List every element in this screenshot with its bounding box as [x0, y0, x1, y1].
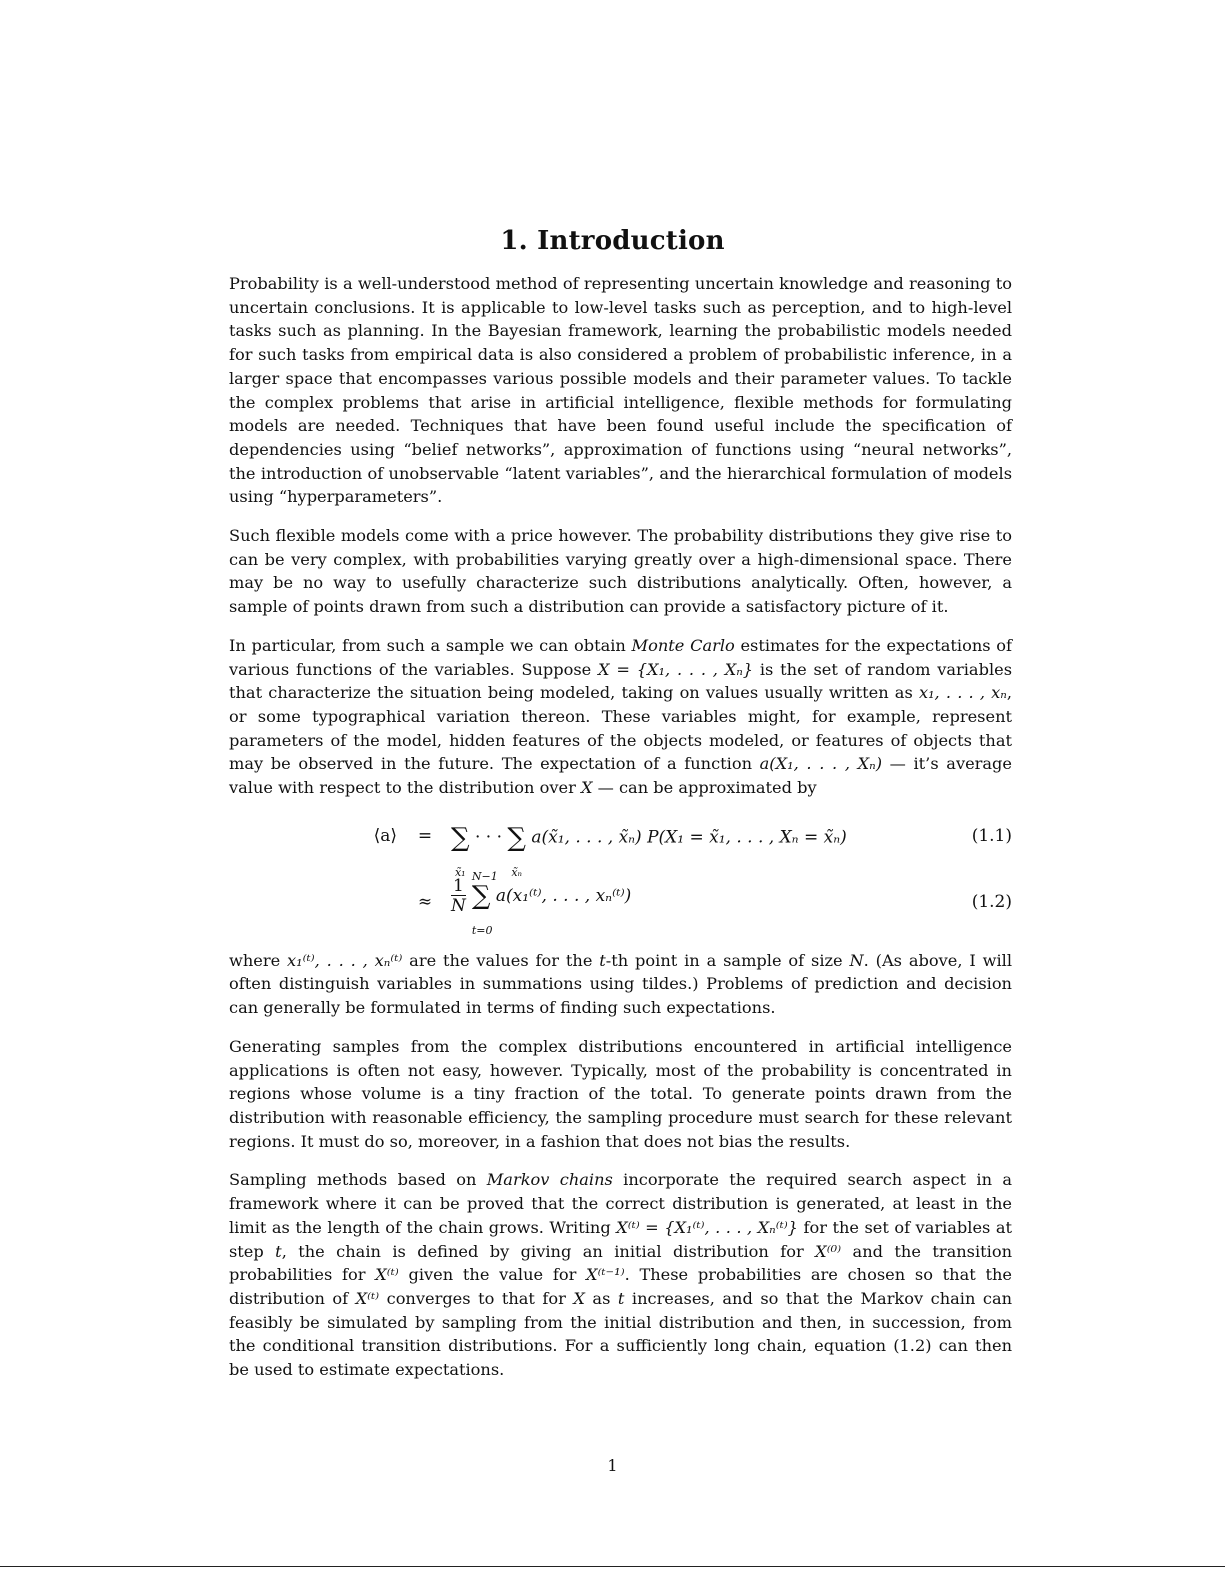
paragraph-2: Such flexible models come with a price however. The probability distributions they give rise to can be very complex, with probabilities varying greatly over a high-dimensional space. There may be no way to usefully characterize such distributions analytically. Often, however, a sample of points drawn from such a distribution can provide a satisfactory picture of it.	[229, 526, 1012, 617]
text-run: — can be approximated by	[592, 778, 817, 798]
text-run: incorporate the required search aspect in a framework where it can be proved that the correct distribution is generated, at least in the limit as the length of the chain grows. Writing	[229, 1170, 1012, 1237]
eq-lhs: ⟨a⟩	[373, 825, 397, 846]
text-run: are the values for the	[402, 950, 600, 970]
sum-upper-limit: N−1	[471, 870, 498, 884]
emphasis-markov-chains: Markov chains	[486, 1170, 613, 1190]
inline-math: x₁, . . . , xₙ	[918, 683, 1007, 703]
fraction-numerator: 1	[451, 877, 466, 896]
text-run: . (As above, I will often distinguish variables in summations using tildes.) Problems of prediction and decision can generally be formulated in terms of finding such expectations.	[229, 950, 1012, 1018]
text-run: where	[229, 950, 288, 970]
inline-math: x₁⁽ᵗ⁾, . . . , xₙ⁽ᵗ⁾	[287, 950, 403, 970]
text-run: estimates for the expectations of various functions of the variables. Suppose	[229, 635, 1012, 679]
page-number: 1	[607, 1456, 618, 1475]
inline-math: X⁽ᵗ⁾	[355, 1288, 380, 1308]
inline-math: X⁽ᵗ⁻¹⁾	[586, 1265, 625, 1285]
inline-math: N	[849, 950, 864, 970]
text-run: Sampling methods based on	[229, 1170, 487, 1190]
text-run: and the transition probabilities for	[229, 1241, 1012, 1285]
section-number: 1.	[500, 226, 528, 256]
sum-operator	[507, 822, 526, 879]
sum-subscript: x̃ₙ	[511, 865, 523, 879]
eq-equals: =	[417, 825, 433, 846]
text-run: -th point in a sample of size	[605, 950, 850, 970]
section-heading	[0, 226, 1225, 256]
text-run: , the chain is defined by giving an initial distribution for	[281, 1241, 816, 1261]
inline-math: X	[580, 778, 593, 798]
text-run: In particular, from such a sample we can obtain	[229, 635, 632, 655]
eq-approx: ≈	[417, 891, 433, 912]
equation-number: (1.1)	[971, 825, 1012, 846]
paragraph-1: Probability is a well-understood method of representing uncertain knowledge and reasoning to uncertain conclusions. It is applicable to low-level tasks such as perception, and to high-level tasks such as planning. In the Bayesian framework, learning the probabilistic models needed for such tasks from empirical data is also considered a problem of probabilistic inference, in a larger space that encompasses various possible models and their parameter values. To tackle the complex problems that arise in artificial intelligence, flexible methods for formulating models are needed. Techniques that have been found useful include the specification of dependencies using “belief networks”, approximation of functions using “neural networks”, the introduction of unobservable “latent variables”, and the hierarchical formulation of models using “hyperparameters”.	[229, 274, 1012, 507]
inline-math: X	[573, 1288, 585, 1308]
inline-math: X⁽ᵗ⁾ = {X₁⁽ᵗ⁾, . . . , Xₙ⁽ᵗ⁾}	[616, 1217, 798, 1237]
sum-symbol: ∑	[451, 822, 470, 853]
eq-dots: · · ·	[474, 827, 502, 848]
paragraph-4	[229, 949, 1012, 1020]
sum-symbol: ∑	[471, 881, 491, 912]
inline-math: t	[275, 1241, 282, 1261]
fraction	[451, 877, 466, 916]
text-run: . These probabilities are chosen so that the distribution of	[229, 1265, 1012, 1308]
eq-body: a(x₁⁽ᵗ⁾, . . . , xₙ⁽ᵗ⁾)	[495, 885, 632, 906]
eq-body: a(x̃₁, . . . , x̃ₙ) P(X₁ = x̃₁, . . . , Xₙ = x̃ₙ)	[531, 827, 847, 848]
sum-symbol: ∑	[507, 822, 526, 853]
paragraph-6	[229, 1168, 1012, 1381]
scan-bottom-edge	[0, 1566, 1225, 1567]
body-text	[229, 272, 1012, 1382]
sum-operator	[471, 870, 498, 938]
text-run: increases, and so that the Markov chain can feasibly be simulated by sampling from the initial distribution and then, in succession, from the conditional transition distributions. For a sufficiently long chain, equation (1.2) can then be used to estimate expectations.	[229, 1288, 1013, 1380]
text-run: is the set of random variables that characterize the situation being modeled, taking on values usually written as	[229, 659, 1013, 703]
fraction-denominator: N	[451, 895, 466, 916]
sum-operator	[451, 822, 470, 879]
text-run: as	[584, 1288, 618, 1308]
equation-block	[229, 815, 1012, 938]
inline-math: t	[617, 1288, 625, 1308]
paragraph-3	[229, 634, 1012, 800]
inline-math: X⁽ᵗ⁾	[375, 1265, 399, 1285]
inline-math: a(X₁, . . . , Xₙ)	[759, 754, 883, 774]
text-run: — it’s average value with respect to the distribution over	[229, 754, 1012, 798]
equation-number: (1.2)	[971, 891, 1012, 912]
sum-lower-limit: t=0	[471, 924, 493, 938]
eq-rhs	[451, 870, 632, 938]
inline-math: X = {X₁, . . . , Xₙ}	[598, 659, 754, 679]
text-run: for the set of variables at step	[229, 1217, 1012, 1261]
text-run: , or some typographical variation thereon. These variables might, for example, represent parameters of the model, hidden features of the objects modeled, or features of objects that may be observed in the future. The expectation of a function	[229, 683, 1012, 774]
emphasis-monte-carlo: Monte Carlo	[631, 635, 735, 655]
sum-subscript: x̃₁	[454, 865, 466, 879]
inline-math: t	[599, 950, 606, 970]
inline-math: X⁽⁰⁾	[815, 1241, 842, 1261]
section-title: Introduction	[537, 226, 725, 256]
paragraph-5: Generating samples from the complex distributions encountered in artificial intelligence applications is often not easy, however. Typically, most of the probability is concentrated in regions whose volume is a tiny fraction of the total. To generate points drawn from the distribution with reasonable efficiency, the sampling procedure must search for these relevant regions. It must do so, moreover, in a fashion that does not bias the results.	[229, 1036, 1012, 1151]
text-run: converges to that for	[379, 1288, 574, 1308]
text-run: given the value for	[398, 1265, 587, 1285]
